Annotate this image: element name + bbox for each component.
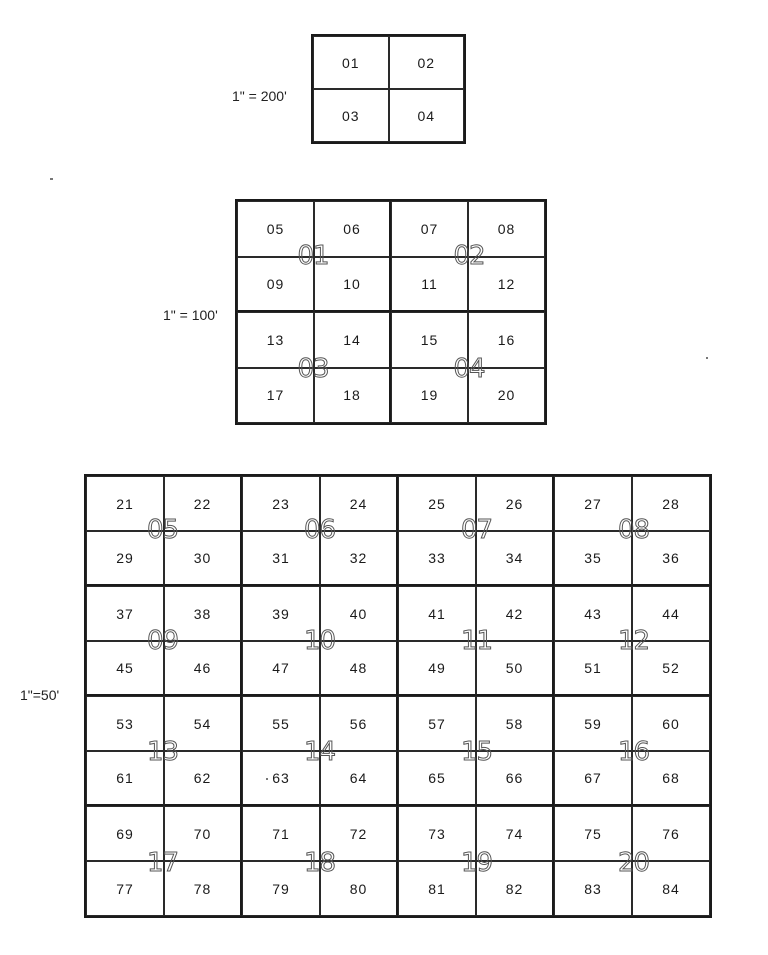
group-labels-100 — [235, 199, 547, 425]
scan-speck — [266, 778, 268, 780]
sheet-cell: 59 — [554, 696, 632, 751]
group-label: 03 — [297, 353, 329, 384]
sheet-cell: 48 — [320, 641, 398, 696]
scale-label-100: 1" = 100' — [163, 307, 218, 323]
sheet-cell: 15 — [391, 312, 468, 368]
sheet-cell: 18 — [314, 368, 391, 424]
sheet-cell: 62 — [164, 751, 242, 806]
sheet-cell: 13 — [237, 312, 314, 368]
sheet-cell: 67 — [554, 751, 632, 806]
sheet-cell: 04 — [389, 89, 465, 142]
sheet-cell: 28 — [632, 476, 710, 531]
sheet-cell: 38 — [164, 586, 242, 641]
sheet-cell: 12 — [468, 257, 545, 313]
group-label: 10 — [303, 625, 336, 656]
group-label: 08 — [617, 514, 650, 545]
sheet-cell: 07 — [391, 201, 468, 257]
sheet-cell: 75 — [554, 806, 632, 861]
sheet-cell: 82 — [476, 861, 554, 916]
group-label: 04 — [453, 353, 485, 384]
sheet-cell: 39 — [242, 586, 320, 641]
sheet-cell: 84 — [632, 861, 710, 916]
sheet-cell: 81 — [398, 861, 476, 916]
sheet-cell: 24 — [320, 476, 398, 531]
group-label: 11 — [460, 625, 493, 656]
sheet-cell: 23 — [242, 476, 320, 531]
sheet-cell: 76 — [632, 806, 710, 861]
sheet-cell: 16 — [468, 312, 545, 368]
sheet-cell: 17 — [237, 368, 314, 424]
sheet-cell: 74 — [476, 806, 554, 861]
sheet-cell: 08 — [468, 201, 545, 257]
sheet-cell: 14 — [314, 312, 391, 368]
group-label: 19 — [460, 847, 493, 878]
sheet-cell: 33 — [398, 531, 476, 586]
sheet-cell: 58 — [476, 696, 554, 751]
sheet-cell: 52 — [632, 641, 710, 696]
group-label: 16 — [617, 736, 650, 767]
scan-speck — [50, 178, 53, 180]
scale-label-50: 1"=50' — [20, 687, 60, 703]
sheet-cell: 80 — [320, 861, 398, 916]
sheet-cell: 51 — [554, 641, 632, 696]
sheet-cell: 78 — [164, 861, 242, 916]
sheet-cell: 26 — [476, 476, 554, 531]
sheet-cell: 55 — [242, 696, 320, 751]
sheet-cell: 60 — [632, 696, 710, 751]
sheet-index-grid-200 — [311, 34, 466, 144]
sheet-cell: 44 — [632, 586, 710, 641]
sheet-cell: 50 — [476, 641, 554, 696]
sheet-cell: 21 — [86, 476, 164, 531]
sheet-cell: 68 — [632, 751, 710, 806]
group-label: 20 — [617, 847, 650, 878]
sheet-cell: 57 — [398, 696, 476, 751]
sheet-cell: 71 — [242, 806, 320, 861]
sheet-cell: 27 — [554, 476, 632, 531]
sheet-cell: 46 — [164, 641, 242, 696]
sheet-cell: 32 — [320, 531, 398, 586]
sheet-cell: 56 — [320, 696, 398, 751]
sheet-cell: 05 — [237, 201, 314, 257]
sheet-cell: 64 — [320, 751, 398, 806]
sheet-cell: 69 — [86, 806, 164, 861]
sheet-cell: 31 — [242, 531, 320, 586]
sheet-cell: 66 — [476, 751, 554, 806]
sheet-cell: 22 — [164, 476, 242, 531]
sheet-cell: 65 — [398, 751, 476, 806]
sheet-cell: 37 — [86, 586, 164, 641]
sheet-cell: 53 — [86, 696, 164, 751]
group-label: 18 — [303, 847, 336, 878]
group-label: 14 — [303, 736, 336, 767]
sheet-cell: 73 — [398, 806, 476, 861]
sheet-cell: 83 — [554, 861, 632, 916]
sheet-cell: 10 — [314, 257, 391, 313]
sheet-cell: 30 — [164, 531, 242, 586]
sheet-cell: 72 — [320, 806, 398, 861]
sheet-cell: 19 — [391, 368, 468, 424]
sheet-cell: 01 — [313, 36, 389, 89]
scale-label-200: 1" = 200' — [232, 88, 287, 104]
sheet-cell: 42 — [476, 586, 554, 641]
sheet-cell: 54 — [164, 696, 242, 751]
sheet-cell: 77 — [86, 861, 164, 916]
sheet-cell: 20 — [468, 368, 545, 424]
sheet-cell: 25 — [398, 476, 476, 531]
sheet-cell: 49 — [398, 641, 476, 696]
scan-speck — [706, 357, 708, 359]
group-label: 01 — [297, 240, 329, 271]
sheet-cell: 41 — [398, 586, 476, 641]
group-label: 06 — [303, 514, 336, 545]
group-labels-50 — [84, 474, 712, 918]
sheet-cell: 06 — [314, 201, 391, 257]
sheet-cell: 36 — [632, 531, 710, 586]
sheet-cell: 03 — [313, 89, 389, 142]
group-label: 15 — [460, 736, 493, 767]
sheet-cell: 63 — [242, 751, 320, 806]
group-label: 02 — [453, 240, 485, 271]
sheet-cell: 40 — [320, 586, 398, 641]
sheet-cell: 79 — [242, 861, 320, 916]
sheet-cell: 70 — [164, 806, 242, 861]
group-label: 09 — [146, 625, 179, 656]
sheet-cell: 45 — [86, 641, 164, 696]
group-label: 17 — [146, 847, 179, 878]
sheet-cell: 43 — [554, 586, 632, 641]
sheet-cell: 47 — [242, 641, 320, 696]
group-label: 07 — [460, 514, 493, 545]
group-label: 13 — [146, 736, 179, 767]
sheet-cell: 29 — [86, 531, 164, 586]
sheet-cell: 09 — [237, 257, 314, 313]
sheet-cell: 02 — [389, 36, 465, 89]
sheet-cell: 34 — [476, 531, 554, 586]
group-label: 12 — [617, 625, 650, 656]
group-label: 05 — [146, 514, 179, 545]
sheet-cell: 61 — [86, 751, 164, 806]
sheet-cell: 11 — [391, 257, 468, 313]
sheet-cell: 35 — [554, 531, 632, 586]
